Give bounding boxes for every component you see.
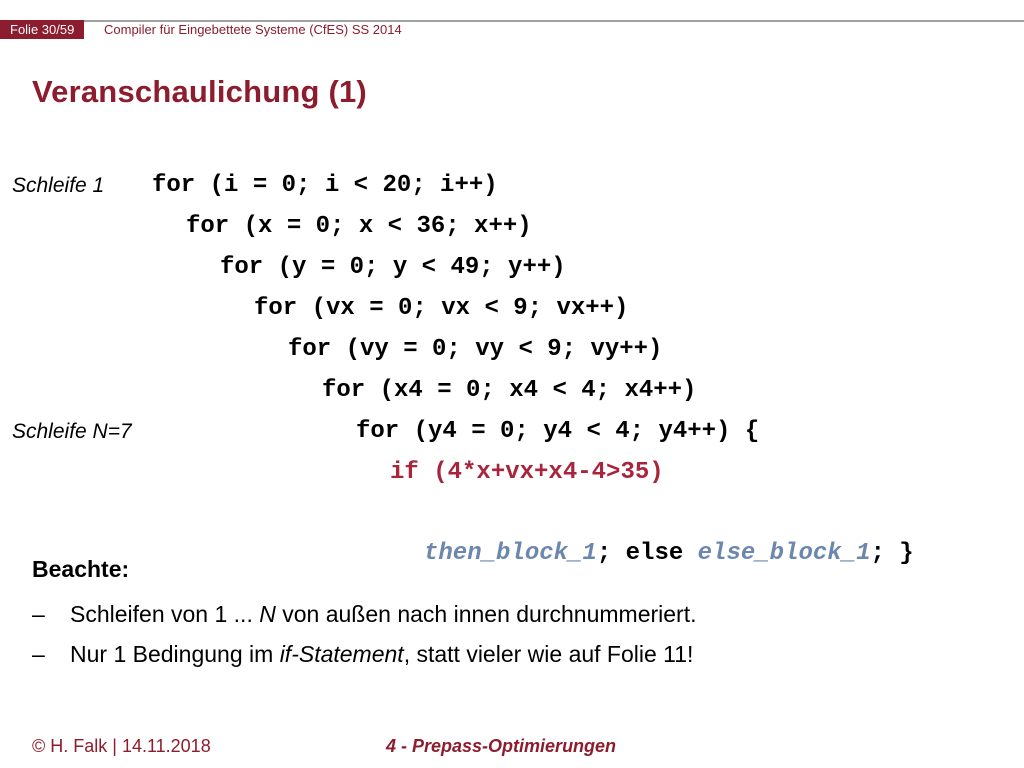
else-keyword: ; else [596, 540, 698, 567]
slide-number-badge: Folie 30/59 [0, 20, 84, 39]
list-item [32, 594, 697, 634]
code-text: for (x = 0; x < 36; x++) [186, 213, 532, 240]
code-text: for (x4 = 0; x4 < 4; x4++) [322, 377, 697, 404]
bullet-text: von außen nach innen durchnummeriert. [275, 601, 697, 627]
closing-brace: ; } [870, 540, 914, 567]
code-text: for (i = 0; i < 20; i++) [152, 172, 498, 199]
slide-title: Veranschaulichung (1) [32, 74, 367, 109]
then-block: then_block_1 [424, 540, 597, 567]
bullet-emphasis: if-Statement [279, 641, 404, 667]
notes-heading: Beachte: [32, 556, 130, 582]
notes-list [32, 594, 697, 674]
course-title: Compiler für Eingebettete Systeme (CfES) SS 2014 [104, 22, 402, 37]
bullet-emphasis: N [259, 601, 276, 627]
footer-author: © H. Falk | 14.11.2018 [32, 736, 211, 756]
code-line [0, 494, 914, 567]
bullet-text: , statt vieler wie auf Folie 11! [403, 641, 694, 667]
else-block: else_block_1 [697, 540, 871, 567]
footer-chapter: 4 - Prepass-Optimierungen [386, 736, 617, 756]
loop-label-inner: Schleife N=7 [12, 420, 132, 443]
code-text: for (vx = 0; vx < 9; vx++) [254, 295, 629, 322]
then-else-line [424, 534, 914, 574]
list-item [32, 634, 697, 674]
loop-label-outer: Schleife 1 [12, 174, 105, 197]
bullet-dash: – [32, 641, 45, 667]
bullet-text: Nur 1 Bedingung im [70, 641, 280, 667]
code-text: for (y = 0; y < 49; y++) [220, 254, 566, 281]
if-condition: if (4*x+vx+x4-4>35) [390, 459, 664, 486]
bullet-text: Schleifen von 1 ... [70, 601, 260, 627]
code-text: for (y4 = 0; y4 < 4; y4++) { [356, 418, 760, 445]
bullet-dash: – [32, 601, 45, 627]
code-text: for (vy = 0; vy < 9; vy++) [288, 336, 663, 363]
